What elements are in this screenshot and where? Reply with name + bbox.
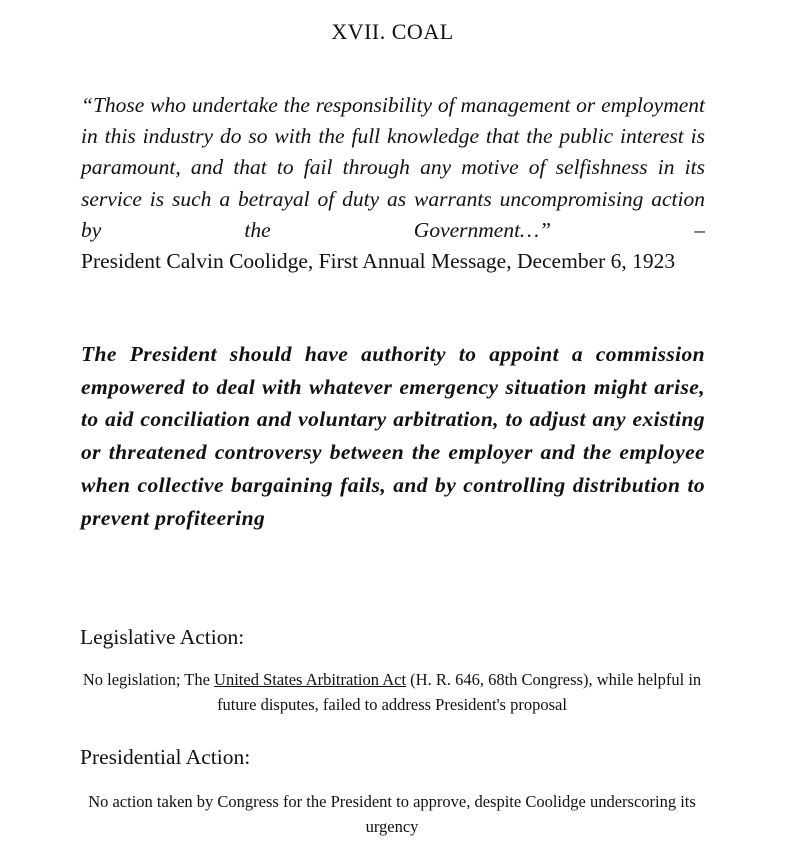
legislative-action-heading: Legislative Action: [80,625,245,649]
quote-block [81,90,705,277]
legislative-action-body [80,667,704,717]
quote-attribution: President Calvin Coolidge, First Annual Message, December 6, 1923 [81,249,676,274]
legislative-action-prefix: No legislation; The [82,670,210,689]
presidential-action-heading: Presidential Action: [80,745,251,769]
coolidge-quote [81,90,705,277]
arbitration-act-link[interactable]: United States Arbitration Act [214,670,407,689]
legislative-action-suffix: (H. R. 646, 68th Congress), while helpful in future disputes, failed to address President's proposal [217,670,702,714]
recommendation-text: The President should have authority to appoint a commission empowered to deal with whatever emergency situation might arise, to aid conciliation and voluntary arbitration, to adjust any existing or threatened controversy between the employer and the employee when collective bargaining fails, and by controlling distribution to prevent profiteering [81,342,705,530]
page-title: XVII. COAL [331,18,454,44]
quote-text: “Those who undertake the responsibility of management or employment in this industry do so with the full knowledge that the public interest is paramount, and that to fail through any motive of selfishness in its service is such a betrayal of duty as warrants uncompromising action by the Government…” – [81,93,705,242]
presidential-action-body: No action taken by Congress for the President to approve, despite Coolidge underscoring its urgency [88,792,696,836]
